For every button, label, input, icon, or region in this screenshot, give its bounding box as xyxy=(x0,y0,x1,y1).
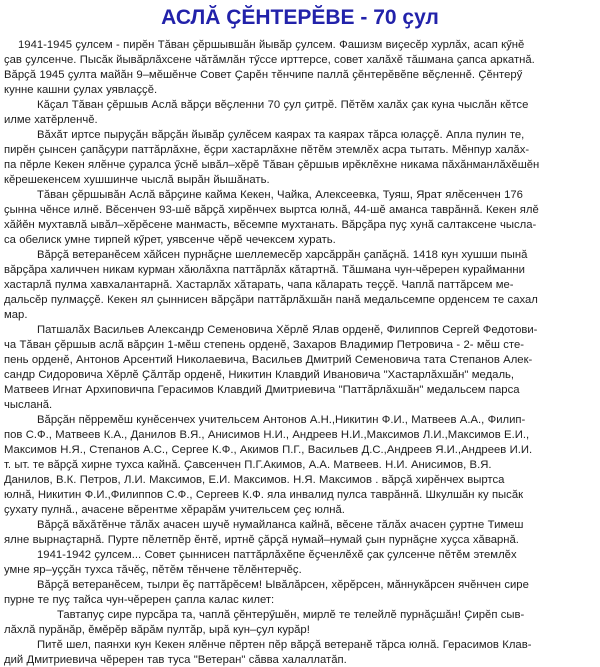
paragraph-last-veteran: Питӗ шел, паянхи кун Кекен ялӗнче пӗртен пӗр вӑрҫӑ ветеранӗ тӑрса юлнӑ. Герасимов Клав- дий Дмитриевича чӗререн тав туса "Ветеран" сӑвва халаллатӑп. xyxy=(4,639,532,666)
paragraph-thanks: Тавтапуҫ сире пурсӑра та, чаплӑ ҫӗнтерӳшӗн, мирлӗ те телейлӗ пурнӑҫшӑн! Ҫирӗп сыв- лӑхлӑ пурӑнӑр, ӗмӗрӗр вӑрӑм пултӑр, ырӑ кун–ҫул курӑр! xyxy=(4,609,525,636)
paragraph-orphans: Вӑрҫӑ вӑхӑтӗнче тӑлӑх ачасен шучӗ нумайланса кайнӑ, вӗсене тӑлӑх ачасен ҫуртне Тимеш ялне вырнаҫтарнӑ. Пурте пӗлетпӗр ӗнтӗ, иртнӗ ҫӑрҫӑ нумай–нумай ҫын пурнӑҫне хуҫса хӑварнӑ. xyxy=(4,519,524,546)
paragraph-70-years: Кӑҫал Тӑван ҫӗршыв Аслӑ вӑрҫи вӗҫленни 70 ҫул ҫитрӗ. Пӗтӗм халӑх ҫак куна чыслӑн кӗтсе илме хатӗрленчӗ. xyxy=(4,99,529,126)
paragraph-memory: Вӑхӑт иртсе пыруҫӑн вӑрҫӑн йывӑр ҫулӗсем каярах та каярах тӑрса юлаҫҫӗ. Апла пулин те, пирӗн ҫынсен ҫапӑҫури паттӑрлӑхне, ӗҫри хастарлӑхне пӗтӗм этемлӗх асра тытать. Мӗнпур халӑх- па пӗрле Кекен ялӗнче ҫуралса ӳснӗ ывӑл–хӗрӗ Тӑван ҫӗршыв ирӗклӗхне никама пӑхӑнманлӑхӗшӗн кӗрешекенсем хушшинче чыслӑ вырӑн йышӑнать. xyxy=(4,129,540,186)
page-title: АСЛӐ ҪӖНТЕРӖВЕ - 70 ҫул xyxy=(161,6,439,29)
paragraph-teachers: Вӑрҫӑн пӗрремӗш кунӗсенчех учительсем Антонов А.Н.,Никитин Ф.И., Матвеев А.А., Филип- пов С.Ф., Матвеев К.А., Данилов В.Я., Анисимов Н.И., Андреев Н.И.,Максимов Л.И.,Максимов Е.И., Максимов Н.Я., Степанов А.С., Сергее К.Ф., Акимов П.Г., Васильев Д.С.,Андреев Я.И.,Андреев И.И. т. ыт. те вӑрҫӑ хирне тухса кайнӑ. Ҫавсенчен П.Г.Акимов, А.А. Матвеев. Н.И. Анисимов, В.Я. Данилов, В.К. Петров, Л.И. Максимов, Е.И. Максимов. Н.Я. Максимов . вӑрҫӑ хирӗнчех выртса юлнӑ, Никитин Ф.И.,Филиппов С.Ф., Сергеев К.Ф. яла инвалид пулса таврӑннӑ. Шкулшӑн ку пысӑк ҫухату пулнӑ., ачасене вӗрентме хӗрарӑм учительсем ҫеҫ юлнӑ. xyxy=(4,414,533,516)
paragraph-veterans-bravery: Вӑрҫӑ ветеранӗсем хӑйсен пурнӑҫне шеллемесӗр харсӑррӑн ҫапӑҫнӑ. 1418 кун хушши пынӑ вӑрҫӑра халиччен никам курман хӑюлӑхпа паттӑрлӑх кӑтартнӑ. Тӑшмана чун-чӗререн курайманни хастарлӑ пулма хавхалантарнӑ. Хастарлӑх хӑтарать, чапа кӑларать теҫҫӗ. Чаплӑ паттӑрсем ме- дальсӗр пулмаҫҫӗ. Кекен ял ҫыннисен вӑрҫӑри паттӑрлӑхшӑн панӑ медальсемпе орденсем те сахал мар. xyxy=(4,249,538,321)
paragraph-address-veterans: Вӑрҫӑ ветеранӗсем, тылри ӗҫ паттӑрӗсем! Ывӑлӑрсен, хӗрӗрсен, мӑннукӑрсен ячӗнчен сире пурне те пуҫ тайса чун-чӗререн ҫапла калас килет: xyxy=(4,579,529,606)
paragraph-1941-1942: 1941-1942 ҫулсем... Совет ҫыннисен паттӑрлӑхӗпе ӗҫченлӗхӗ ҫак ҫулсенче пӗтӗм этемлӗх умне яр–уҫҫӑн тухса тӑчӗҫ, пӗтӗм тӗнчене тӗлӗнтерчӗҫ. xyxy=(4,549,517,576)
document-body xyxy=(0,38,600,667)
paragraph-awards: Патшалӑх Васильев Александр Семеновича Хӗрлӗ Ялав орденӗ, Филиппов Сергей Федотови- ча Тӑван ҫӗршыв аслӑ вӑрҫин 1-мӗш степень орденӗ, Захаров Владимир Петровича - 2- мӗш сте- пень орденӗ, Антонов Арсентий Николаевича, Васильев Дмитрий Семеновича тата Степанов Алек- сандр Сидоровича Хӗрлӗ Ҫӑлтӑр орденӗ, Никитин Клавдий Ивановича "Хастарлӑхшӑн" медаль, Матвеев Игнат Архиповичпа Герасимов Клавдий Дмитриевича "Паттӑрлӑхшӑн" медальсем парса чысланӑ. xyxy=(4,324,538,411)
paragraph-intro-war-years: 1941-1945 ҫулсем - пирӗн Тӑван ҫӗршывшӑн йывӑр ҫулсем. Фашизм виҫесӗр хурлӑх, асап кӳнӗ ҫав ҫулсенче. Пысӑк йывӑрлӑхсене чӑтӑмлӑн тӳссе ирттерсе, совет халӑхӗ тӑшмана ҫапса аркатнӑ. Вӑрҫӑ 1945 ҫулта майӑн 9–мӗшӗнче Совет Ҫарӗн тӗнчипе паллӑ ҫӗнтерӗвӗпе вӗҫленнӗ. Ҫӗнтерӳ кунне кашни ҫулах уявлаҫҫӗ. xyxy=(4,39,535,96)
paragraph-villages-called: Тӑван ҫӗршывӑн Аслӑ вӑрҫине кайма Кекен, Чайка, Алексеевка, Туяш, Ярат ялӗсенчен 176 ҫынна чӗнсе илнӗ. Вӗсенчен 93-шӗ вӑрҫӑ хирӗнчех выртса юлнӑ, 44-шӗ аманса таврӑннӑ. Кекен ялӗ хӑйӗн мухтавлӑ ывӑл–хӗрӗсене манмасть, вӗсемпе мухтанать. Вӑрҫӑра пуҫ хунӑ салтаксене чысла- са обелиск умне тирпей кӳрет, уявсенче чӗрӗ чечексем хурать. xyxy=(4,189,539,246)
